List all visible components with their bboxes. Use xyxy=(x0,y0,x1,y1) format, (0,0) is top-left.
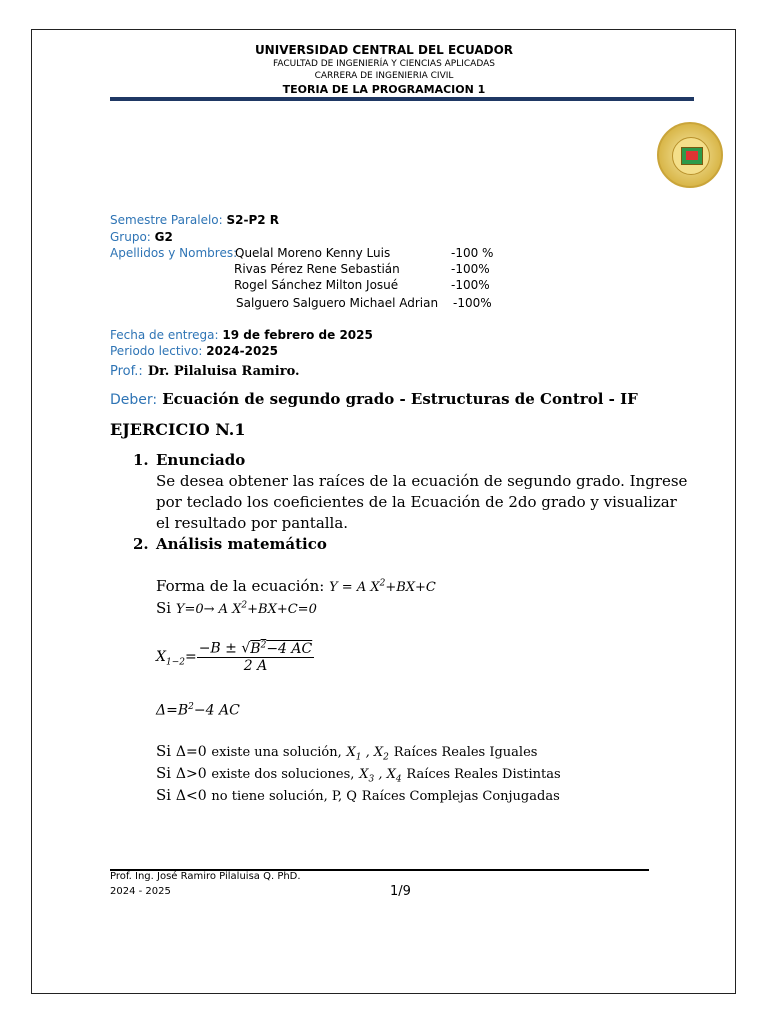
equation-zero-formula: Y=0→ A $X^2+BX+C=0$ xyxy=(175,600,317,617)
si-label: Si xyxy=(156,599,172,617)
periodo-value: 2024-2025 xyxy=(206,344,279,358)
prof-value: Dr. Pilaluisa Ramiro. xyxy=(147,364,300,379)
faculty-title: FACULTAD DE INGENIERÍA Y CIENCIAS APLICADAS xyxy=(273,59,495,69)
member-pct: -100 % xyxy=(451,246,494,260)
semestre-value: S2-P2 R xyxy=(226,213,280,227)
equation-zero xyxy=(156,599,317,617)
fecha-label: Fecha de entrega: xyxy=(110,328,219,342)
ejercicio-title: EJERCICIO N.1 xyxy=(110,420,246,439)
section-number: 2. xyxy=(133,535,149,553)
enunciado-line: el resultado por pantalla. xyxy=(156,514,349,532)
deber-title: Ecuación de segundo grado - Estructuras de Control - IF xyxy=(162,390,638,408)
nombres-label: Apellidos y Nombres: xyxy=(110,246,238,260)
member-name: Quelal Moreno Kenny Luis xyxy=(235,246,391,260)
case-text: existe dos soluciones, xyxy=(211,767,355,782)
header-rule xyxy=(110,97,694,101)
section-title-enunciado: Enunciado xyxy=(156,451,246,469)
university-title: UNIVERSIDAD CENTRAL DEL ECUADOR xyxy=(254,43,514,57)
forma-label: Forma de la ecuación: xyxy=(156,577,325,595)
grupo-label: Grupo: xyxy=(110,230,151,244)
case-vars: $X_3$ , $X_4$ xyxy=(359,767,402,785)
discriminant-formula: $\Delta=B^2-4$ AC xyxy=(156,702,240,719)
member-pct: -100% xyxy=(451,278,490,292)
case-condition: Δ<0 xyxy=(175,788,207,804)
page-number: 1/9 xyxy=(390,884,411,899)
footer-period: 2024 - 2025 xyxy=(110,886,171,897)
case-text: no tiene solución, P, Q xyxy=(211,789,357,804)
si-label: Si xyxy=(156,786,172,804)
fecha-value: 19 de febrero de 2025 xyxy=(222,328,373,342)
university-seal-logo xyxy=(657,122,723,188)
member-name: Rivas Pérez Rene Sebastián xyxy=(234,262,400,276)
case-row xyxy=(156,786,560,804)
deber-label: Deber: xyxy=(110,392,158,408)
page-border xyxy=(31,29,736,994)
footer-author: Prof. Ing. José Ramiro Pilaluisa Q. PhD. xyxy=(110,871,301,882)
course-title: TEORIA DE LA PROGRAMACION 1 xyxy=(282,83,486,96)
case-row xyxy=(156,764,561,785)
seal-flag-icon xyxy=(681,147,703,165)
member-pct: -100% xyxy=(451,262,490,276)
prof-label: Prof.: xyxy=(110,364,143,379)
member-name: Salguero Salguero Michael Adrian xyxy=(236,296,439,310)
seal-center xyxy=(672,137,710,175)
case-vars: $X_1$ , $X_2$ xyxy=(346,745,389,763)
case-result: Raíces Complejas Conjugadas xyxy=(361,789,560,804)
semestre-label: Semestre Paralelo: xyxy=(110,213,223,227)
enunciado-line: Se desea obtener las raíces de la ecuación de segundo grado. Ingrese xyxy=(156,472,688,490)
grupo-value: G2 xyxy=(154,230,173,244)
equation-general: Y = A $X^2+BX+C$ xyxy=(329,578,436,595)
case-condition: Δ>0 xyxy=(175,766,207,782)
career-title: CARRERA DE INGENIERIA CIVIL xyxy=(314,71,454,81)
enunciado-line: por teclado los coeficientes de la Ecuación de 2do grado y visualizar xyxy=(156,493,677,511)
case-result: Raíces Reales Iguales xyxy=(393,745,538,760)
si-label: Si xyxy=(156,742,172,760)
member-pct: -100% xyxy=(453,296,492,310)
case-row xyxy=(156,742,537,763)
member-name: Rogel Sánchez Milton Josué xyxy=(234,278,399,292)
case-result: Raíces Reales Distintas xyxy=(406,767,561,782)
section-number: 1. xyxy=(133,451,149,469)
forma-ecuacion xyxy=(156,577,436,595)
case-text: existe una solución, xyxy=(211,745,342,760)
case-condition: Δ=0 xyxy=(175,744,207,760)
section-title-analisis: Análisis matemático xyxy=(156,535,327,553)
si-label: Si xyxy=(156,764,172,782)
periodo-label: Periodo lectivo: xyxy=(110,344,203,358)
quadratic-formula: $X_{1-2}=$ $\frac{-B \pm √B^2-4 AC}{2 A}$ xyxy=(156,640,313,674)
